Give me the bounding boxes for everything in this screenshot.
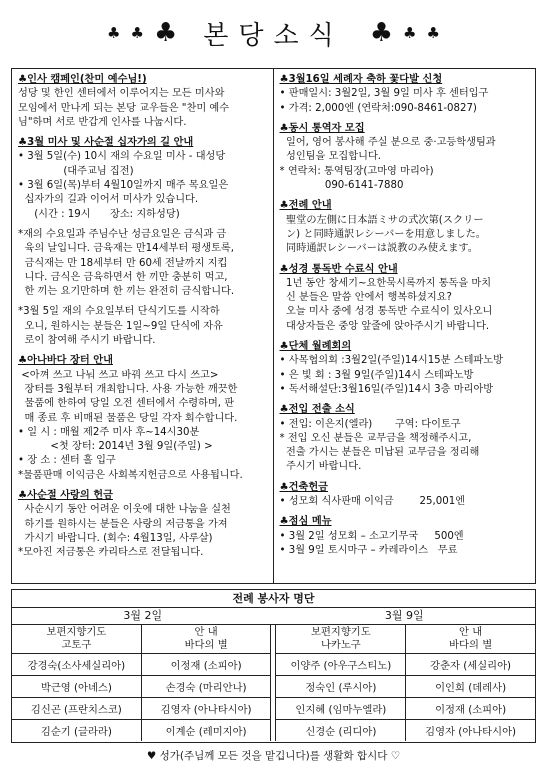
section-line: 일어, 영어 봉사해 주실 분으로 중·고등학생팀과 bbox=[279, 137, 496, 149]
news-section bbox=[280, 515, 530, 558]
table-title: 전례 봉사자 명단 bbox=[12, 590, 535, 608]
table-row bbox=[12, 654, 535, 676]
table-cell: 강춘자 (세실리아) bbox=[406, 654, 535, 676]
table-cell: 인지혜 (임마누엘라) bbox=[276, 698, 406, 720]
section-line: (대주교님 집전) bbox=[18, 165, 134, 177]
section-line: * 전입 오신 분들은 교무금을 책정해주시고, bbox=[279, 432, 472, 444]
news-section bbox=[18, 354, 267, 483]
date-left: 3월 2일 bbox=[123, 609, 163, 622]
news-section bbox=[18, 136, 267, 348]
table-cell: 이계순 (레미지아) bbox=[141, 720, 271, 742]
news-section bbox=[280, 403, 530, 474]
volunteer-grid bbox=[12, 625, 535, 741]
news-section bbox=[18, 73, 267, 130]
section-line: 하기를 원하시는 분들은 사랑의 저금통을 가져 bbox=[18, 518, 228, 530]
section-line: 님"하며 서로 반갑게 인사를 나눕시다. bbox=[18, 116, 187, 128]
section-heading: ♣전입 전출 소식 bbox=[279, 404, 355, 416]
table-cell: 정숙인 (루시아) bbox=[276, 676, 406, 698]
club-icon: ♣ bbox=[403, 24, 417, 42]
section-line: • 판매일시: 3월2일, 3월 9일 미사 후 센터입구 bbox=[279, 88, 489, 100]
table-row bbox=[12, 676, 535, 698]
table-cell: 이인희 (데레사) bbox=[406, 676, 535, 698]
table-cell: 김신곤 (프란치스코) bbox=[12, 698, 141, 720]
table-cell: 이양주 (아우구스티노) bbox=[276, 654, 406, 676]
table-header-cell: 안 내 바다의 별 bbox=[141, 625, 271, 654]
table-header-cell: 보편지향기도 나카노구 bbox=[276, 625, 406, 654]
section-line: • 은 빛 회 : 3월 9일(주일)14시 스테파노방 bbox=[279, 369, 474, 381]
section-heading: ♣단체 월례회의 bbox=[279, 341, 352, 353]
section-line: 물품에 한하여 당일 오전 센터에서 수령하며, 판 bbox=[18, 398, 235, 410]
left-column bbox=[12, 69, 274, 583]
section-line: • 장 소 : 센터 홀 입구 bbox=[18, 455, 116, 467]
right-column bbox=[274, 69, 536, 583]
section-heading: ♣사순절 사랑의 헌금 bbox=[18, 490, 113, 502]
section-heading: ♣3월 미사 및 사순절 십자가의 길 안내 bbox=[18, 137, 194, 149]
section-line: *3월 5일 재의 수요일부터 단식기도를 시작하 bbox=[18, 306, 220, 318]
table-cell: 김영자 (아나타시아) bbox=[141, 698, 271, 720]
club-icon: ♣ bbox=[426, 24, 440, 42]
table-cell: 김영자 (아나타시아) bbox=[406, 720, 535, 742]
section-line: 대상자들은 중앙 앞줄에 앉아주시기 바랍니다. bbox=[279, 320, 490, 332]
page-title: 본당소식 bbox=[203, 20, 344, 51]
table-cell: 신경순 (리디아) bbox=[276, 720, 406, 742]
volunteer-table bbox=[11, 589, 536, 743]
table-row bbox=[12, 698, 535, 720]
section-line: *모아진 저금통은 카리타스로 전달됩니다. bbox=[18, 547, 204, 559]
section-line: 한 끼는 요기만하며 한 끼는 완전히 금식합니다. bbox=[18, 286, 235, 298]
news-section bbox=[280, 263, 530, 334]
section-line: 1년 동안 창세기~요한묵시록까지 통독을 마치 bbox=[279, 277, 492, 289]
news-section bbox=[18, 489, 267, 560]
section-heading: ♣3월16일 세례자 축하 꽃다발 신청 bbox=[279, 74, 443, 85]
section-line: <아껴 쓰고 나눠 쓰고 바꿔 쓰고 다시 쓰고> bbox=[18, 369, 219, 381]
club-icon: ♣ bbox=[130, 24, 144, 42]
section-line: * 연락처: 통역팀장(고마영 마리아) bbox=[279, 165, 434, 177]
section-heading: ♣성경 통독반 수료식 안내 bbox=[279, 263, 398, 275]
club-icon: ♣ bbox=[369, 18, 394, 48]
section-heading: ♣아나바다 장터 안내 bbox=[18, 355, 113, 367]
news-section bbox=[280, 122, 530, 193]
table-cell: 이정재 (소피아) bbox=[406, 698, 535, 720]
table-cell: 김순기 (글라라) bbox=[12, 720, 141, 742]
section-line: 오니, 원하시는 분들은 1일~9일 단식에 자유 bbox=[18, 320, 223, 332]
section-line: 전출 가시는 분들은 미납된 교무금을 정리해 bbox=[279, 447, 480, 459]
section-line: • 3월 5일(수) 10시 재의 수요일 미사 - 대성당 bbox=[18, 151, 226, 163]
news-section bbox=[280, 199, 530, 256]
section-line: • 일 시 : 매월 제2주 미사 후~14시30분 bbox=[18, 426, 200, 438]
header bbox=[0, 0, 547, 66]
section-line: 니다. 금식은 금육하면서 한 끼만 충분히 먹고, bbox=[18, 271, 228, 283]
section-heading: ♣점심 메뉴 bbox=[279, 516, 332, 528]
section-line: 090-6141-7880 bbox=[279, 180, 404, 192]
section-line: 매 종료 후 비매된 물품은 당일 각자 회수합니다. bbox=[18, 412, 238, 424]
section-line: 성인팀을 모집합니다. bbox=[279, 151, 382, 163]
section-line: 聖堂の左側に日本語ミサの式次第(スクリー bbox=[279, 214, 484, 226]
section-line: <첫 장터: 2014년 3월 9일(주일) > bbox=[18, 441, 213, 453]
section-line: 로이 참여해 주시기 바랍니다. bbox=[18, 335, 156, 347]
section-line: 금식재는 만 18세부터 만 60세 전날까지 지킵 bbox=[18, 257, 228, 269]
section-heading: ♣전례 안내 bbox=[279, 200, 332, 212]
section-line: 십자가의 길과 이어서 미사가 있습니다. bbox=[18, 194, 199, 206]
section-line: • 독서해설단:3월16일(주일)14시 3층 마리아방 bbox=[279, 383, 494, 395]
section-line: *물품판매 이익금은 사회복지헌금으로 사용됩니다. bbox=[18, 469, 243, 481]
section-line: 성당 및 한인 센터에서 이루어지는 모든 미사와 bbox=[18, 88, 225, 100]
section-line: *재의 수요일과 주님수난 성금요일은 금식과 금 bbox=[18, 228, 227, 240]
section-line: ン) と同時通訳レシーバーを用意しました。 bbox=[279, 228, 486, 240]
section-line: • 3월 2일 성모회 – 소고기무국 500엔 bbox=[279, 530, 464, 542]
table-header-cell: 보편지향기도 고토구 bbox=[12, 625, 141, 654]
section-line: • 가격: 2,000엔 (연락처:090-8461-0827) bbox=[279, 102, 477, 114]
club-icon: ♣ bbox=[107, 24, 121, 42]
section-line: • 성모회 식사판매 이익금 25,001엔 bbox=[279, 496, 466, 508]
section-heading: ♣인사 캠페인(찬미 예수님!) bbox=[18, 74, 147, 85]
section-line: 모임에서 만나게 되는 본당 교우들은 "찬미 예수 bbox=[18, 102, 230, 114]
section-line: • 전입: 이은지(엘라) 구역: 다이토구 bbox=[279, 418, 461, 430]
section-line: 장터를 3월부터 개최합니다. 사용 가능한 깨끗한 bbox=[18, 383, 238, 395]
table-header-cell: 안 내 바다의 별 bbox=[406, 625, 535, 654]
section-line: 오늘 미사 중에 성경 통독반 수료식이 있사오니 bbox=[279, 306, 493, 318]
club-icon: ♣ bbox=[153, 18, 178, 48]
section-line: • 3월 6일(목)부터 4월10일까지 매주 목요일은 bbox=[18, 180, 229, 192]
news-section bbox=[280, 73, 530, 116]
section-line: 주시기 바랍니다. bbox=[279, 461, 362, 473]
date-right: 3월 9일 bbox=[384, 609, 424, 622]
section-heading: ♣동시 통역자 모집 bbox=[279, 122, 365, 134]
section-line: • 사목협의회 :3월2일(주일)14시15분 스테파노방 bbox=[279, 355, 503, 367]
table-cell: 박근영 (아녜스) bbox=[12, 676, 141, 698]
section-line: 신 분들은 말씀 안에서 행복하셨지요? bbox=[279, 292, 452, 304]
footer-slogan: ♥ 성가(주님께 모든 것을 맡깁니다)를 생활화 합시다 ♡ bbox=[146, 750, 401, 762]
table-dates bbox=[12, 608, 535, 625]
section-line: 가시기 바랍니다. (회수: 4월13일, 사루살) bbox=[18, 532, 213, 544]
table-cell: 손경숙 (마리안나) bbox=[141, 676, 271, 698]
news-section bbox=[280, 481, 530, 510]
section-heading: ♣건축헌금 bbox=[279, 481, 328, 493]
table-row bbox=[12, 720, 535, 742]
section-line: 同時通訳レシーバーは説教のみ使えます。 bbox=[279, 243, 478, 255]
news-section bbox=[280, 340, 530, 397]
section-line: 육의 날입니다. 금육재는 만14세부터 평생토록, bbox=[18, 243, 235, 255]
section-line: (시간 : 19시 장소: 지하성당) bbox=[18, 208, 180, 220]
section-line: 사순시기 동안 어려운 이웃에 대한 나눔을 실천 bbox=[18, 504, 231, 516]
news-columns bbox=[11, 68, 536, 584]
table-cell: 이정재 (소피아) bbox=[141, 654, 271, 676]
table-cell: 강경숙(소사세실리아) bbox=[12, 654, 141, 676]
section-line: • 3월 9일 토시마구 – 카레라이스 무료 bbox=[279, 544, 458, 556]
